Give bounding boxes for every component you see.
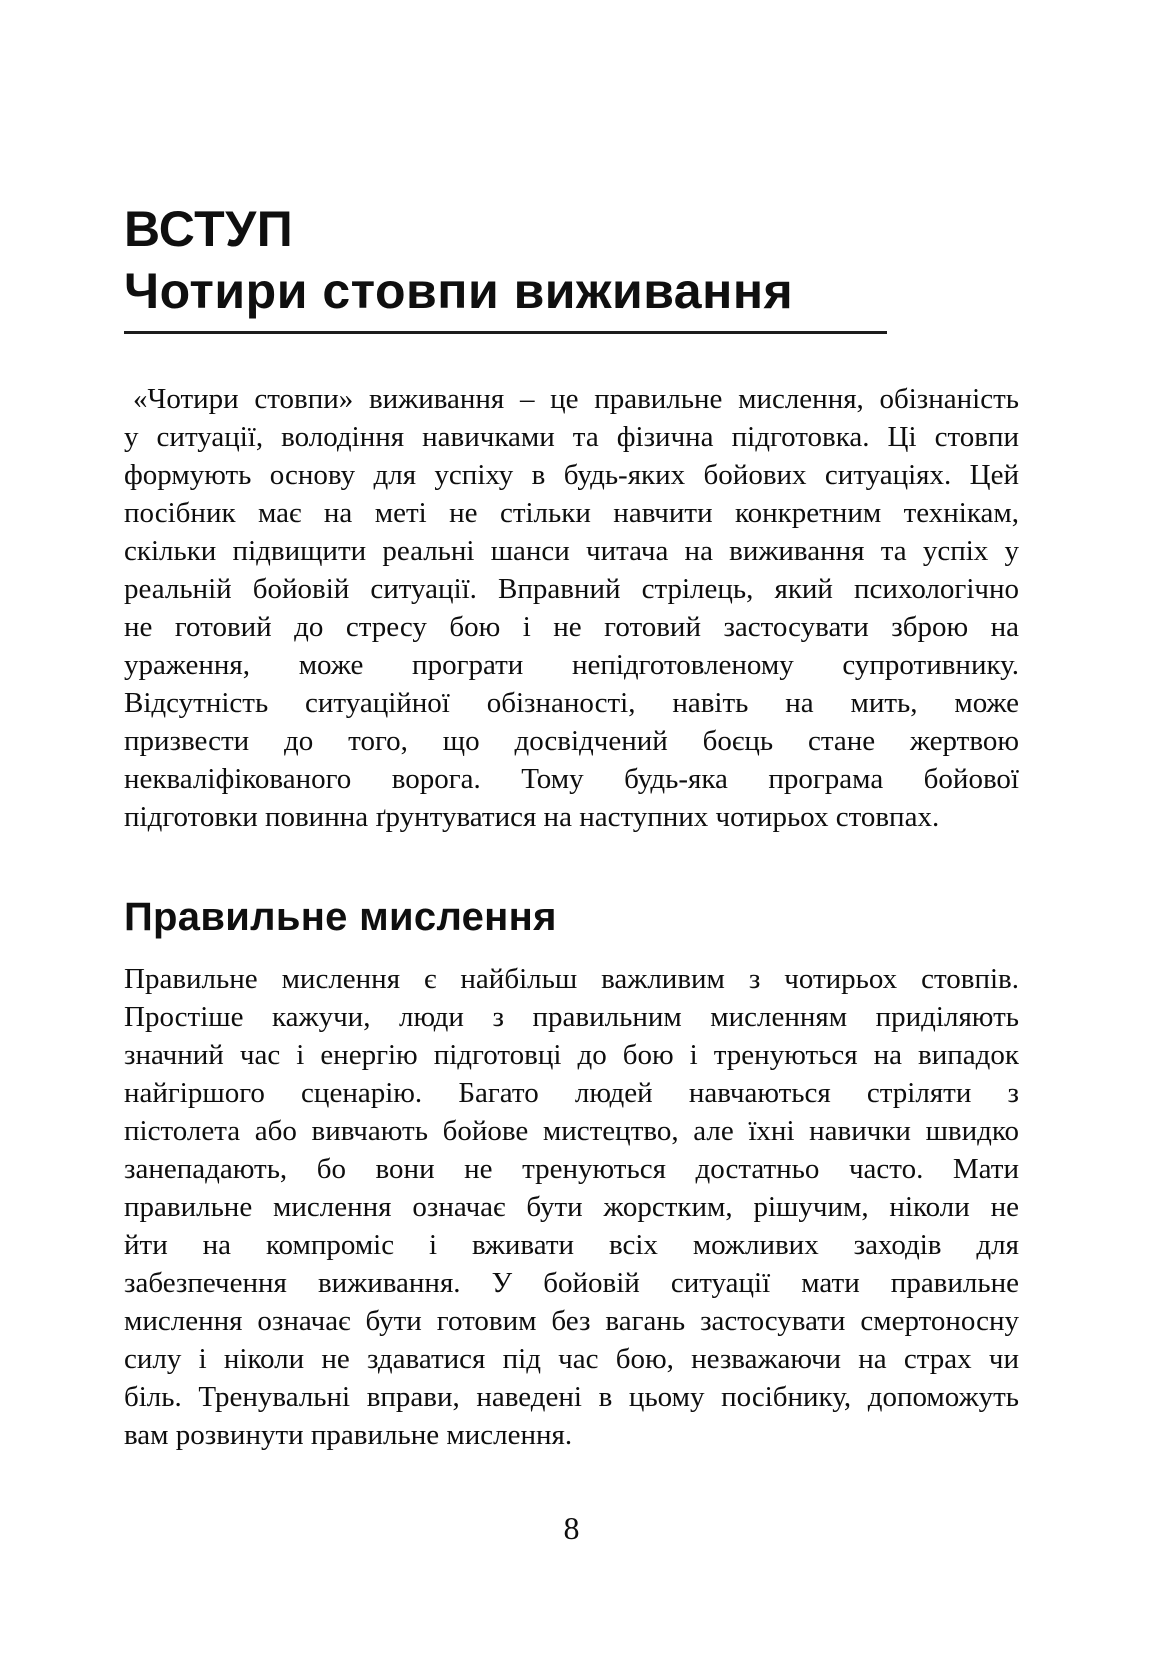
text-line: найгіршого сценарію. Багато людей навчаються стріляти з: [124, 1077, 1019, 1109]
text-line: силу і ніколи не здаватися під час бою, незважаючи на страх чи: [124, 1343, 1019, 1375]
text-line: ураження, може програти непідготовленому супротивнику.: [124, 649, 1019, 681]
intro-paragraph: [124, 380, 1019, 836]
text-column: [124, 0, 1019, 1454]
page-title-line-2: Чотири стовпи виживання: [124, 263, 794, 319]
text-line: Простіше кажучи, люди з правильним мисленням приділяють: [124, 1001, 1019, 1033]
text-line: «Чотири стовпи» виживання – це правильне мислення, обізнаність: [133, 383, 1019, 415]
text-line: занепадають, бо вони не тренуються достатньо часто. Мати: [124, 1153, 1019, 1185]
text-line: не готовий до стресу бою і не готовий застосувати зброю на: [124, 611, 1019, 643]
text-line: забезпечення виживання. У бойовій ситуації мати правильне: [124, 1267, 1019, 1299]
section-paragraph: [124, 960, 1019, 1454]
text-line: Правильне мислення є найбільш важливим з чотирьох стовпів.: [124, 963, 1019, 995]
text-line: у ситуації, володіння навичками та фізична підготовка. Ці стовпи: [124, 421, 1019, 453]
text-line: правильне мислення означає бути жорстким, рішучим, ніколи не: [124, 1191, 1019, 1223]
text-line: призвести до того, що досвідчений боєць стане жертвою: [124, 725, 1019, 757]
text-line: некваліфікованого ворога. Тому будь-яка програма бойової: [124, 763, 1019, 795]
text-line: значний час і енергію підготовці до бою і тренуються на випадок: [124, 1039, 1019, 1071]
text-line: мислення означає бути готовим без вагань застосувати смертоносну: [124, 1305, 1019, 1337]
text-line: пістолета або вивчають бойове мистецтво, але їхні навички швидко: [124, 1115, 1019, 1147]
text-line: біль. Тренувальні вправи, наведені в цьому посібнику, допоможуть: [124, 1381, 1019, 1413]
section-heading: Правильне мислення: [124, 895, 557, 939]
text-line: вам розвинути правильне мислення.: [124, 1419, 573, 1451]
title-underline: [124, 331, 887, 334]
page-number-text: 8: [563, 1510, 580, 1546]
text-line: посібник має на меті не стільки навчити конкретним технікам,: [124, 497, 1019, 529]
text-line: йти на компроміс і вживати всіх можливих заходів для: [124, 1229, 1019, 1261]
text-line: скільки підвищити реальні шанси читача на виживання та успіх у: [124, 535, 1019, 567]
text-line: формують основу для успіху в будь-яких бойових ситуаціях. Цей: [124, 459, 1019, 491]
text-line: Відсутність ситуаційної обізнаності, навіть на мить, може: [124, 687, 1019, 719]
text-line: реальній бойовій ситуації. Вправний стрілець, який психологічно: [124, 573, 1019, 605]
text-line: підготовки повинна ґрунтуватися на наступних чотирьох стовпах.: [124, 801, 940, 833]
page-title: [124, 198, 1019, 322]
page-title-line-1: ВСТУП: [124, 201, 294, 257]
